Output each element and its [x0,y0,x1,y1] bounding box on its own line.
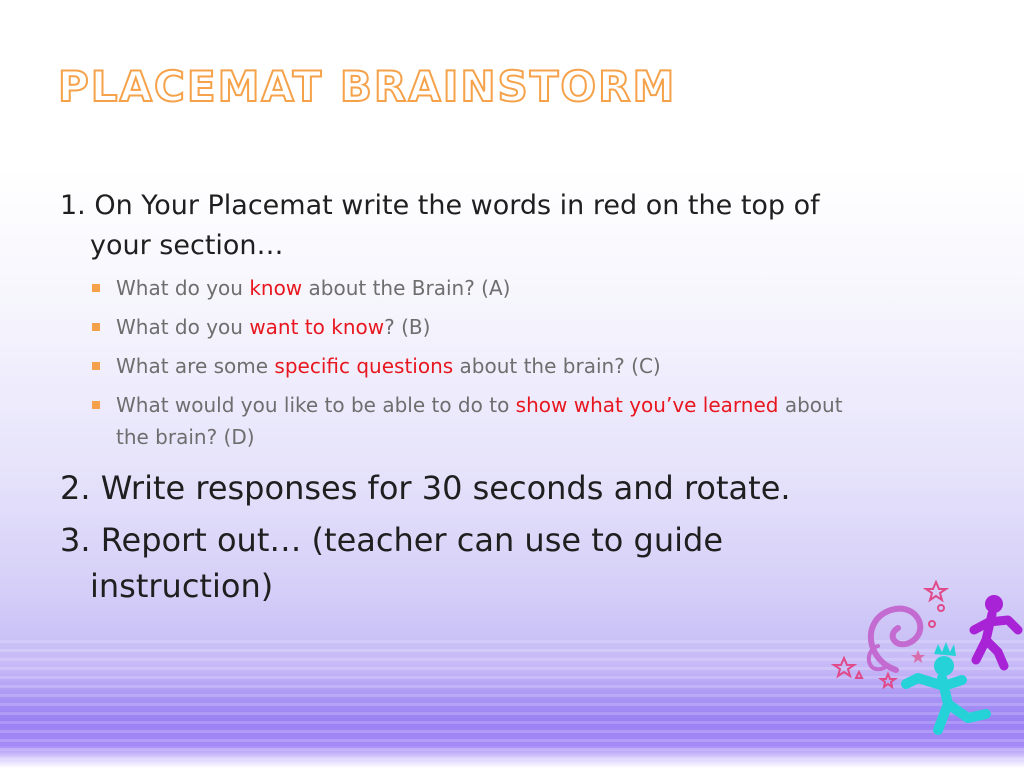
slide-title: PLACEMAT BRAINSTORM [58,62,677,111]
slide-body [60,186,860,609]
item-red-words: show what you’ve learned [515,393,779,417]
item-red-words: specific questions [274,354,454,378]
step-1-text: 1. On Your Placemat write the words in red on the top of your section… [60,190,820,261]
kids-swirl-clipart-icon [826,580,1024,750]
list-item [90,311,860,343]
list-item [90,272,860,304]
item-text-end: about the brain? (C) [453,354,661,378]
sub-bullet-list [90,272,860,453]
item-red-words: want to know [249,315,385,339]
item-text: What are some [116,354,275,378]
item-text-end: about the Brain? (A) [302,276,511,300]
square-bullet-icon [92,362,100,370]
step-2-text: 2. Write responses for 30 seconds and rotate. [60,469,791,507]
list-item [90,389,860,453]
item-text-end: ? (B) [384,315,431,339]
item-text: What do you [116,276,250,300]
list-item [90,350,860,382]
item-text: What do you [116,315,250,339]
item-text: What would you like to be able to do to [116,393,516,417]
square-bullet-icon [92,401,100,409]
square-bullet-icon [92,284,100,292]
step-3-text: 3. Report out… (teacher can use to guide instruction) [60,521,723,605]
item-red-words: know [249,276,303,300]
square-bullet-icon [92,323,100,331]
item-text-end: about the brain? (D) [116,393,843,449]
